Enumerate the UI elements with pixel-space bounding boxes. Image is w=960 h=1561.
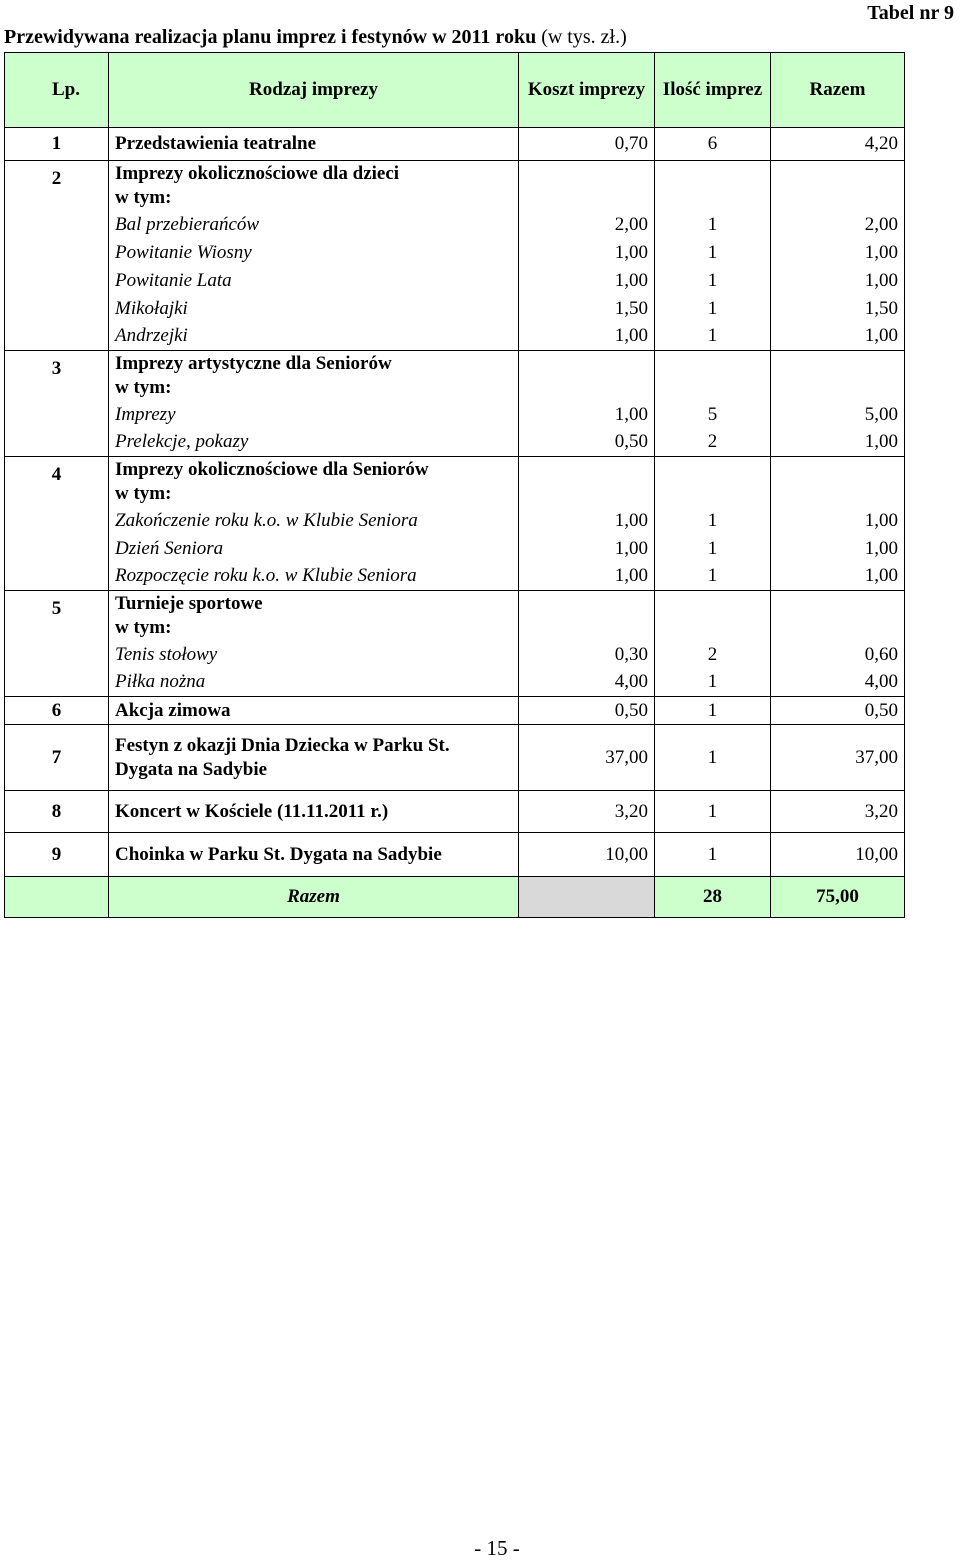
row-koszt [519,351,655,401]
header-razem: Razem [771,53,905,128]
row-ilosc: 1 [655,239,771,267]
row-name-text: Akcja zimowa [115,699,231,721]
header-ilosc: Ilość imprez [655,53,771,128]
row-name [109,429,519,457]
row-razem: 1,50 [771,295,905,323]
events-table [4,52,905,918]
row-name [109,791,519,833]
header-rodzaj: Rodzaj imprezy [109,53,519,128]
row-ilosc: 1 [655,507,771,535]
row-ilosc: 1 [655,211,771,239]
table-row [5,161,905,211]
row-name [109,563,519,591]
page-number: - 15 - [474,1536,520,1560]
row-ilosc: 2 [655,641,771,669]
row-name [109,323,519,351]
row-lp: 6 [5,697,109,725]
row-lp [5,295,109,323]
table-row [5,267,905,295]
row-koszt: 10,00 [519,833,655,877]
row-name [109,669,519,697]
row-koszt: 3,20 [519,791,655,833]
page-title [4,24,627,50]
table-row [5,507,905,535]
table-row [5,429,905,457]
row-koszt: 1,50 [519,295,655,323]
row-name-text: Andrzejki [115,325,188,347]
row-ilosc: 1 [655,295,771,323]
row-name [109,535,519,563]
total-label: Razem [109,877,519,918]
table-number: Tabel nr 9 [867,2,954,24]
row-ilosc: 1 [655,535,771,563]
row-ilosc [655,161,771,211]
row-ilosc: 1 [655,697,771,725]
row-name-text: Imprezy okolicznościowe dla dzieci [115,162,400,184]
row-lp [5,323,109,351]
row-name-text: Festyn z okazji Dnia Dziecka w Parku St. Dygata na Sadybie [115,734,450,780]
row-name [109,641,519,669]
row-lp [5,507,109,535]
row-razem [771,161,905,211]
row-koszt: 1,00 [519,239,655,267]
row-koszt: 1,00 [519,507,655,535]
row-name [109,128,519,161]
row-ilosc: 6 [655,128,771,161]
row-lp: 7 [5,725,109,791]
row-lp [5,429,109,457]
row-razem: 0,50 [771,697,905,725]
row-lp [5,239,109,267]
row-name [109,697,519,725]
title-unit: (w tys. zł.) [536,26,627,48]
row-subheading: w tym: [115,482,172,504]
table-row [5,211,905,239]
row-name [109,833,519,877]
row-ilosc: 1 [655,833,771,877]
row-razem: 5,00 [771,401,905,429]
title-main: Przewidywana realizacja planu imprez i festynów w 2011 roku [4,26,537,48]
table-row [5,323,905,351]
row-razem: 37,00 [771,725,905,791]
row-name [109,239,519,267]
table-row [5,128,905,161]
table-row [5,401,905,429]
row-lp [5,535,109,563]
row-name-text: Imprezy okolicznościowe dla Seniorów [115,458,429,480]
row-koszt [519,457,655,507]
row-razem [771,457,905,507]
row-ilosc: 1 [655,669,771,697]
table-row [5,239,905,267]
row-name-text: Imprezy [115,403,176,425]
row-lp [5,267,109,295]
total-row [5,877,905,918]
row-name [109,351,519,401]
row-ilosc: 1 [655,563,771,591]
row-koszt [519,591,655,641]
row-name [109,457,519,507]
row-lp: 1 [5,128,109,161]
row-koszt: 4,00 [519,669,655,697]
table-row [5,669,905,697]
row-name [109,161,519,211]
row-razem: 2,00 [771,211,905,239]
total-koszt-empty [519,877,655,918]
row-lp [5,563,109,591]
row-name-text: Powitanie Wiosny [115,241,252,263]
table-row [5,563,905,591]
row-lp: 4 [5,457,109,507]
row-ilosc: 1 [655,791,771,833]
row-ilosc [655,591,771,641]
row-koszt: 0,70 [519,128,655,161]
row-subheading: w tym: [115,616,172,638]
row-koszt: 1,00 [519,401,655,429]
row-name [109,591,519,641]
row-koszt [519,161,655,211]
row-lp [5,669,109,697]
table-row [5,535,905,563]
table-row [5,457,905,507]
row-razem: 0,60 [771,641,905,669]
row-lp [5,401,109,429]
row-name [109,401,519,429]
row-razem [771,351,905,401]
row-name [109,295,519,323]
row-name-text: Imprezy artystyczne dla Seniorów [115,352,392,374]
row-koszt: 0,30 [519,641,655,669]
table-row [5,833,905,877]
row-name-text: Koncert w Kościele (11.11.2011 r.) [115,800,389,822]
row-koszt: 1,00 [519,535,655,563]
row-razem [771,591,905,641]
table-row [5,351,905,401]
row-ilosc: 1 [655,725,771,791]
row-razem: 10,00 [771,833,905,877]
total-empty [5,877,109,918]
row-name-text: Choinka w Parku St. Dygata na Sadybie [115,843,442,865]
table-row [5,295,905,323]
table-row [5,697,905,725]
row-name [109,507,519,535]
table-row [5,641,905,669]
row-koszt: 1,00 [519,563,655,591]
row-lp: 2 [5,161,109,211]
row-lp: 8 [5,791,109,833]
row-razem: 1,00 [771,535,905,563]
table-body [5,128,905,877]
row-subheading: w tym: [115,376,172,398]
row-lp: 3 [5,351,109,401]
row-razem: 1,00 [771,323,905,351]
row-name-text: Przedstawienia teatralne [115,133,317,154]
table-row [5,725,905,791]
row-lp: 9 [5,833,109,877]
row-name-text: Mikołajki [115,297,188,319]
row-name [109,267,519,295]
row-koszt: 0,50 [519,697,655,725]
row-koszt: 0,50 [519,429,655,457]
row-name-text: Zakończenie roku k.o. w Klubie Seniora [115,509,418,531]
row-razem: 1,00 [771,507,905,535]
row-razem: 1,00 [771,239,905,267]
row-name-text: Bal przebierańców [115,213,260,235]
total-razem: 75,00 [771,877,905,918]
row-koszt: 37,00 [519,725,655,791]
row-razem: 4,20 [771,128,905,161]
row-razem: 1,00 [771,563,905,591]
row-name-text: Powitanie Lata [115,269,232,291]
row-subheading: w tym: [115,186,172,208]
row-ilosc [655,457,771,507]
table-header-row [5,53,905,128]
row-lp [5,211,109,239]
row-razem: 1,00 [771,429,905,457]
row-ilosc: 5 [655,401,771,429]
table-row [5,591,905,641]
row-lp: 5 [5,591,109,641]
row-razem: 4,00 [771,669,905,697]
row-razem: 1,00 [771,267,905,295]
row-name-text: Tenis stołowy [115,643,218,665]
row-koszt: 1,00 [519,323,655,351]
header-koszt: Koszt imprezy [519,53,655,128]
row-koszt: 1,00 [519,267,655,295]
row-name-text: Turnieje sportowe [115,592,263,614]
row-ilosc [655,351,771,401]
table-row [5,791,905,833]
header-lp: Lp. [5,53,109,128]
row-ilosc: 1 [655,323,771,351]
row-name-text: Dzień Seniora [115,537,224,559]
row-name [109,725,519,791]
row-name [109,211,519,239]
row-name-text: Piłka nożna [115,671,206,693]
row-name-text: Prelekcje, pokazy [115,431,249,453]
total-ilosc: 28 [655,877,771,918]
row-lp [5,641,109,669]
row-ilosc: 2 [655,429,771,457]
row-koszt: 2,00 [519,211,655,239]
row-ilosc: 1 [655,267,771,295]
row-razem: 3,20 [771,791,905,833]
row-name-text: Rozpoczęcie roku k.o. w Klubie Seniora [115,565,417,587]
